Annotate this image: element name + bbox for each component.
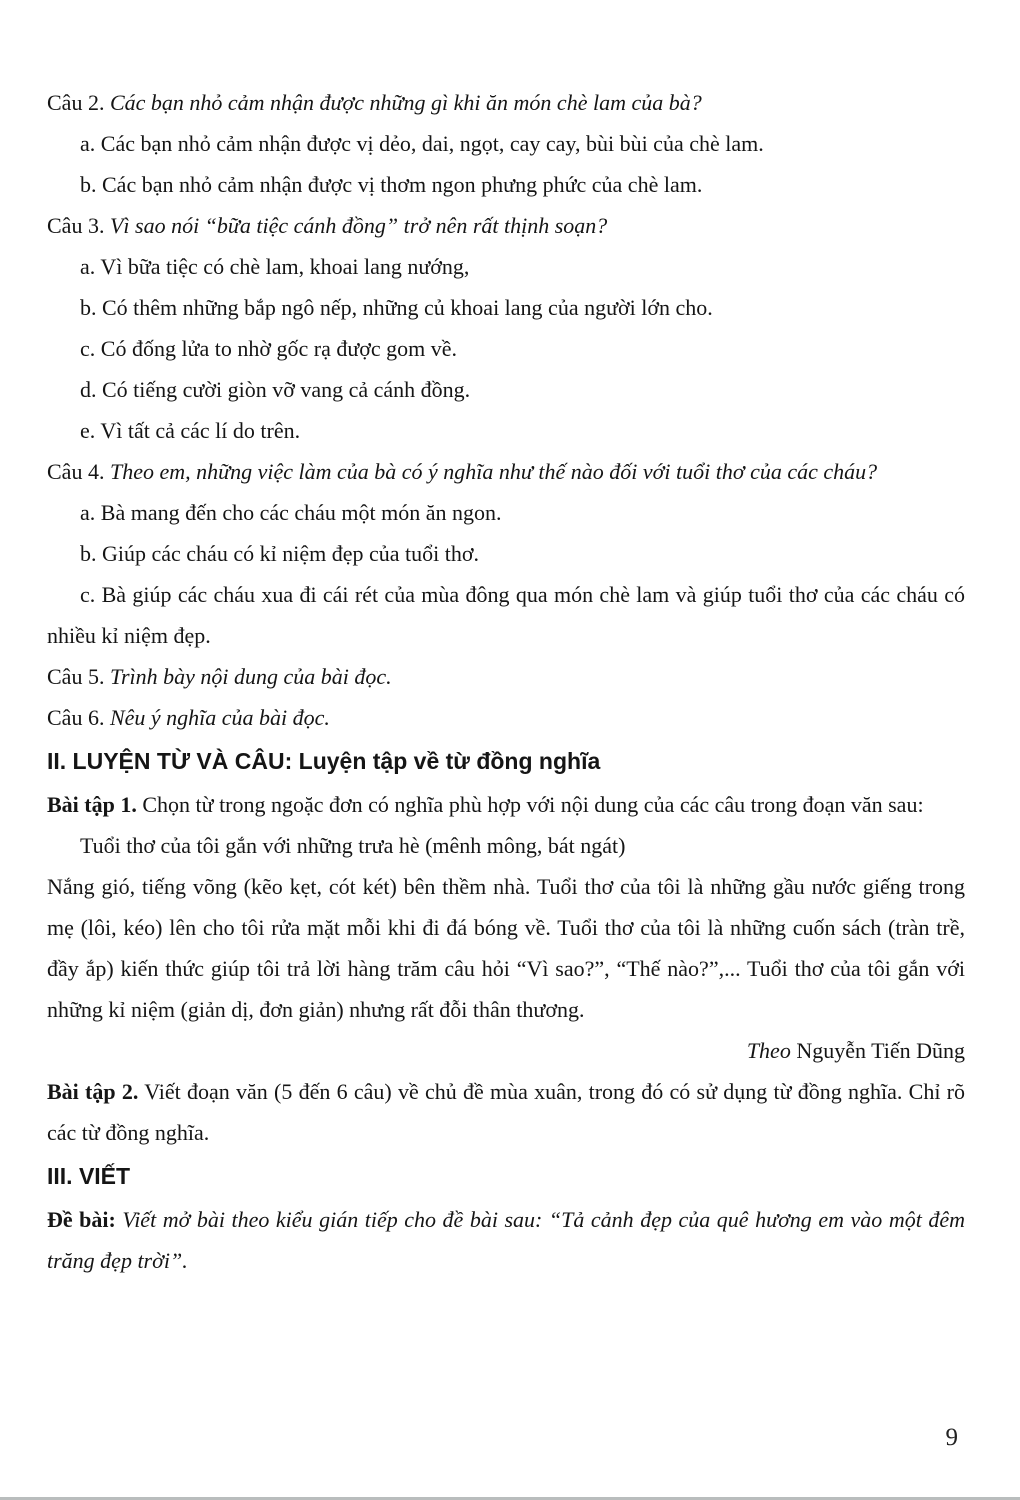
section-2-heading: II. LUYỆN TỪ VÀ CÂU: Luyện tập về từ đồng nghĩa (47, 748, 601, 774)
question-5 (47, 656, 965, 697)
question-3 (47, 205, 965, 246)
exercise-1-passage-body: Nắng gió, tiếng võng (kẽo kẹt, cót két) bên thềm nhà. Tuổi thơ của tôi là những gầu nước giếng trong mẹ (lôi, kéo) lên cho tôi rửa mặt mỗi khi đi đá bóng về. Tuổi thơ của tôi là những cuốn sách (tràn trề, đầy ắp) kiến thức giúp tôi trả lời hàng trăm câu hỏi “Vì sao?”, “Thế nào?”,... Tuổi thơ của tôi gắn với những kỉ niệm (giản dị, đơn giản) nhưng rất đỗi thân thương. (47, 874, 965, 1022)
question-3-option-a: a. Vì bữa tiệc có chè lam, khoai lang nướng, (80, 254, 470, 279)
question-3-option-e: e. Vì tất cả các lí do trên. (80, 418, 301, 443)
page-content (47, 82, 965, 1281)
question-4-text: Theo em, những việc làm của bà có ý nghĩa như thế nào đối với tuổi thơ của các cháu? (109, 459, 878, 484)
attribution-theo: Theo (746, 1038, 791, 1063)
exercise-2-label: Bài tập 2. (47, 1079, 139, 1104)
question-6 (47, 697, 965, 738)
section-3-heading: III. VIẾT (47, 1163, 131, 1189)
question-2-text: Các bạn nhỏ cảm nhận được những gì khi ăn món chè lam của bà? (109, 90, 702, 115)
question-3-label: Câu 3. (47, 213, 105, 238)
question-4 (47, 451, 965, 492)
writing-prompt-label: Đề bài: (47, 1207, 116, 1232)
attribution-author: Nguyễn Tiến Dũng (796, 1038, 965, 1063)
exercise-1-passage-line-1: Tuổi thơ của tôi gắn với những trưa hè (mênh mông, bát ngát) (80, 833, 626, 858)
question-3-option-d: d. Có tiếng cười giòn vỡ vang cả cánh đồng. (80, 377, 471, 402)
exercise-2 (47, 1071, 965, 1153)
page-number: 9 (945, 1424, 958, 1451)
writing-prompt (47, 1199, 965, 1281)
question-3-text: Vì sao nói “bữa tiệc cánh đồng” trở nên rất thịnh soạn? (109, 213, 608, 238)
question-2-option-b: b. Các bạn nhỏ cảm nhận được vị thơm ngon phưng phức của chè lam. (80, 172, 703, 197)
question-2 (47, 82, 965, 123)
question-5-text: Trình bày nội dung của bài đọc. (109, 664, 392, 689)
question-5-label: Câu 5. (47, 664, 105, 689)
question-4-option-a: a. Bà mang đến cho các cháu một món ăn ngon. (80, 500, 502, 525)
writing-prompt-text: Viết mở bài theo kiểu gián tiếp cho đề bài sau: “Tả cảnh đẹp của quê hương em vào một đêm trăng đẹp trời”. (47, 1207, 965, 1273)
exercise-1 (47, 784, 965, 825)
passage-attribution (47, 1030, 965, 1071)
exercise-1-label: Bài tập 1. (47, 792, 137, 817)
question-4-label: Câu 4. (47, 459, 105, 484)
question-4-option-c: c. Bà giúp các cháu xua đi cái rét của mùa đông qua món chè lam và giúp tuổi thơ của các cháu có nhiều kỉ niệm đẹp. (47, 582, 965, 648)
exercise-2-text: Viết đoạn văn (5 đến 6 câu) về chủ đề mùa xuân, trong đó có sử dụng từ đồng nghĩa. Chỉ rõ các từ đồng nghĩa. (47, 1079, 965, 1145)
question-2-label: Câu 2. (47, 90, 105, 115)
question-6-text: Nêu ý nghĩa của bài đọc. (109, 705, 330, 730)
question-2-option-a: a. Các bạn nhỏ cảm nhận được vị dẻo, dai, ngọt, cay cay, bùi bùi của chè lam. (80, 131, 764, 156)
question-3-option-b: b. Có thêm những bắp ngô nếp, những củ khoai lang của người lớn cho. (80, 295, 713, 320)
question-3-option-c: c. Có đống lửa to nhờ gốc rạ được gom về. (80, 336, 458, 361)
question-6-label: Câu 6. (47, 705, 105, 730)
exercise-1-intro: Chọn từ trong ngoặc đơn có nghĩa phù hợp với nội dung của các câu trong đoạn văn sau: (142, 792, 924, 817)
question-4-option-b: b. Giúp các cháu có kỉ niệm đẹp của tuổi thơ. (80, 541, 479, 566)
